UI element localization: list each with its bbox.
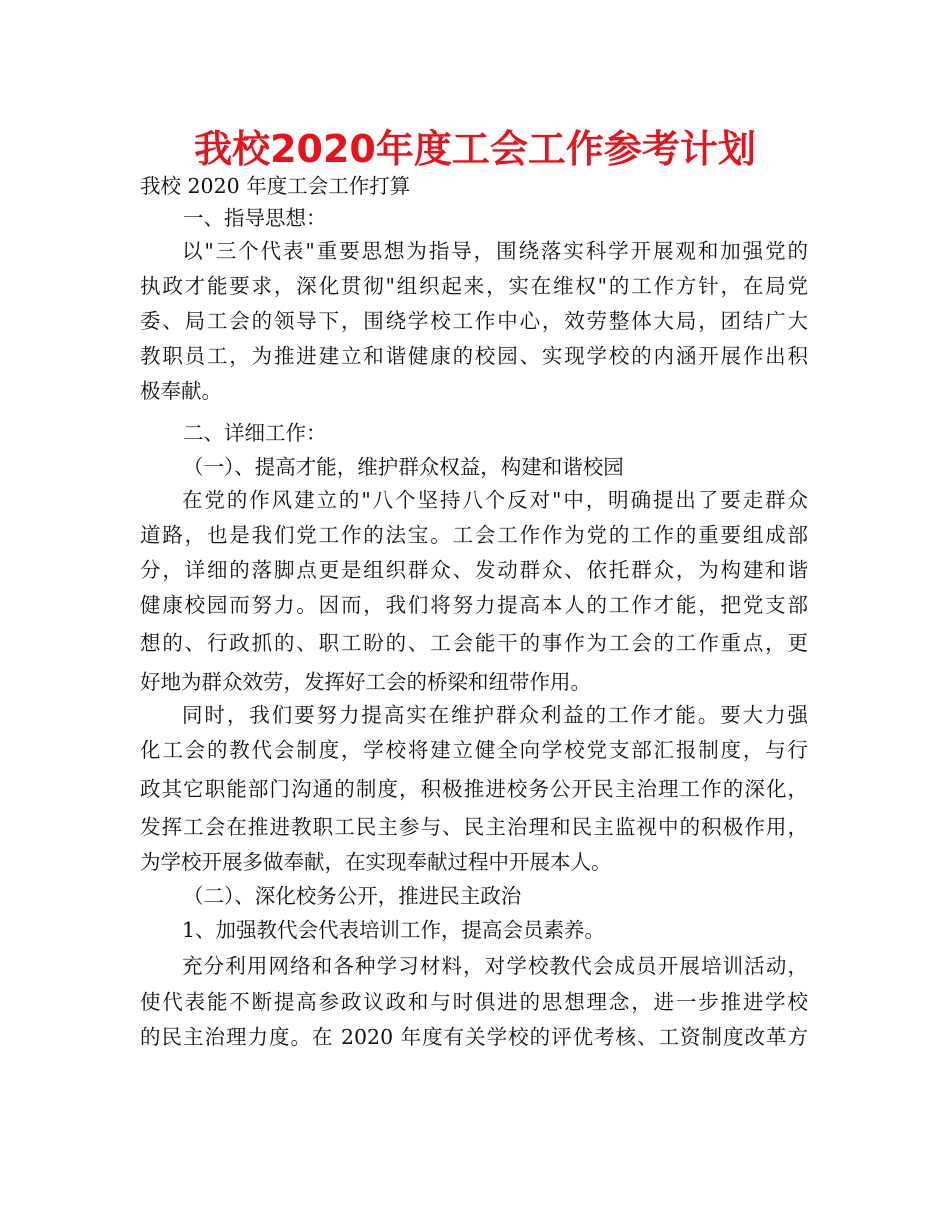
section-heading-1: 一、指导思想：: [183, 206, 327, 230]
paragraph-line: 化工会的教代会制度，学校将建立健全向学校党支部汇报制度，与行: [140, 738, 808, 762]
paragraph-line: 分，详细的落脚点更是组织群众、发动群众、依托群众，为构建和谐: [140, 558, 808, 582]
paragraph-line: 想的、行政抓的、职工盼的、工会能干的事作为工会的工作重点，更: [140, 631, 808, 655]
document-title: 我校2020年度工会工作参考计划: [194, 127, 756, 171]
paragraph-line: 教职员工，为推进建立和谐健康的校园、实现学校的内涵开展作出积: [140, 344, 808, 368]
paragraph-line: 委、局工会的领导下，围绕学校工作中心，效劳整体大局，团结广大: [140, 309, 808, 333]
paragraph-line: 极奉献。: [140, 379, 222, 403]
item-heading-1: 1、加强教代会代表培训工作，提高会员素养。: [182, 918, 606, 942]
paragraph-line: 政其它职能部门沟通的制度，积极推进校务公开民主治理工作的深化，: [140, 777, 808, 801]
paragraph-line: 好地为群众效劳，发挥好工会的桥梁和纽带作用。: [140, 670, 591, 694]
subsection-heading-2: （二）、深化校务公开，推进民主政治: [183, 884, 522, 908]
paragraph-line: 使代表能不断提高参政议政和与时俱进的思想理念，进一步推进学校: [140, 990, 808, 1014]
paragraph-line: 以"三个代表"重要思想为指导，围绕落实科学开展观和加强党的: [182, 239, 808, 263]
section-heading-2: 二、详细工作：: [183, 421, 327, 445]
paragraph-line: 为学校开展多做奉献，在实现奉献过程中开展本人。: [140, 850, 612, 874]
subtitle-line: 我校 2020 年度工会工作打算: [140, 174, 411, 198]
paragraph-line: 道路，也是我们党工作的法宝。工会工作作为党的工作的重要组成部: [140, 523, 808, 547]
paragraph-line: 在党的作风建立的"八个坚持八个反对"中，明确提出了要走群众: [182, 488, 808, 512]
paragraph-line: 健康校园而努力。因而，我们将努力提高本人的工作才能，把党支部: [140, 593, 808, 617]
paragraph-line: 发挥工会在推进教职工民主参与、民主治理和民主监视中的积极作用，: [140, 815, 808, 839]
subsection-heading-1: （一）、提高才能，维护群众权益，构建和谐校园: [183, 455, 624, 479]
paragraph-line: 同时，我们要努力提高实在维护群众利益的工作才能。要大力强: [182, 703, 808, 727]
paragraph-line: 的民主治理力度。在 2020 年度有关学校的评优考核、工资制度改革方: [140, 1025, 808, 1049]
paragraph-line: 执政才能要求，深化贯彻"组织起来，实在维权"的工作方针，在局党: [140, 274, 808, 298]
paragraph-line: 充分利用网络和各种学习材料，对学校教代会成员开展培训活动，: [182, 954, 808, 978]
